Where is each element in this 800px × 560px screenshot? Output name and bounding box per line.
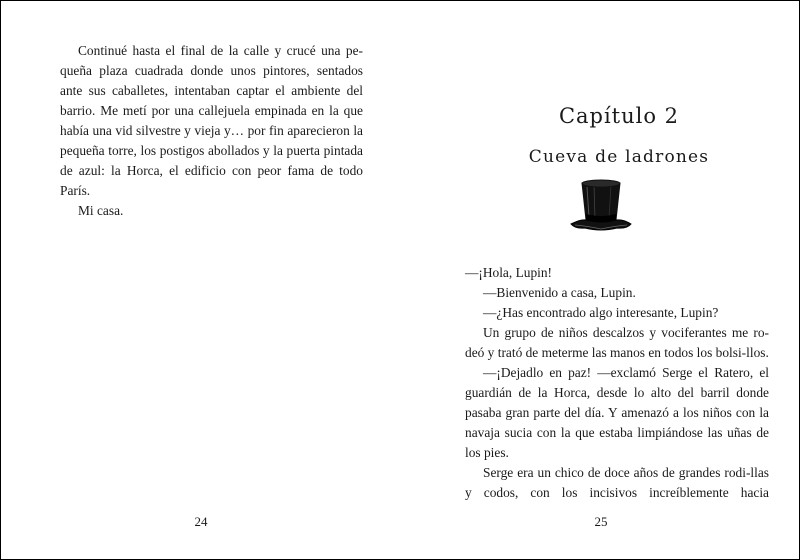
left-page-body: [60, 41, 363, 221]
paragraph: —¿Has encontrado algo interesante, Lupin?: [483, 305, 719, 320]
paragraph: —¡Dejadlo en paz! —exclamó Serge el Ratero, el guardián de la Horca, desde lo alto del barril donde pasaba gran parte del día. Y amenazó a los niños con la navaja sucia con la que estaba limpiándose las uñas de los pies.: [465, 365, 769, 460]
paragraph: —Bienvenido a casa, Lupin.: [483, 285, 636, 300]
paragraph: —¡Hola, Lupin!: [465, 265, 553, 280]
paragraph: Mi casa.: [78, 203, 124, 218]
paragraph: Serge era un chico de doce años de grandes rodi-llas y codos, con los incisivos increíblemente hacia: [465, 465, 769, 500]
page-number-left: 24: [194, 514, 208, 529]
right-page-body: [465, 263, 769, 503]
chapter-title: Cueva de ladrones: [528, 147, 710, 167]
top-hat-icon: [567, 179, 635, 235]
paragraph: Continué hasta el final de la calle y crucé una pe-queña plaza cuadrada donde unos pintores, sentados ante sus caballetes, intentaban captar el ambiente del barrio. Me metí por una callejuela empinada en la que había una vid silvestre y vieja y… por fin aparecieron la pequeña torre, los postigos abollados y la puerta pintada de azul: la Horca, el edificio con peor fama de todo París.: [60, 43, 363, 198]
page-number-right: 25: [594, 514, 608, 529]
chapter-number: Capítulo 2: [558, 104, 680, 128]
paragraph: Un grupo de niños descalzos y vociferantes me ro-deó y trató de meterme las manos en todos los bolsi-llos.: [465, 325, 769, 360]
